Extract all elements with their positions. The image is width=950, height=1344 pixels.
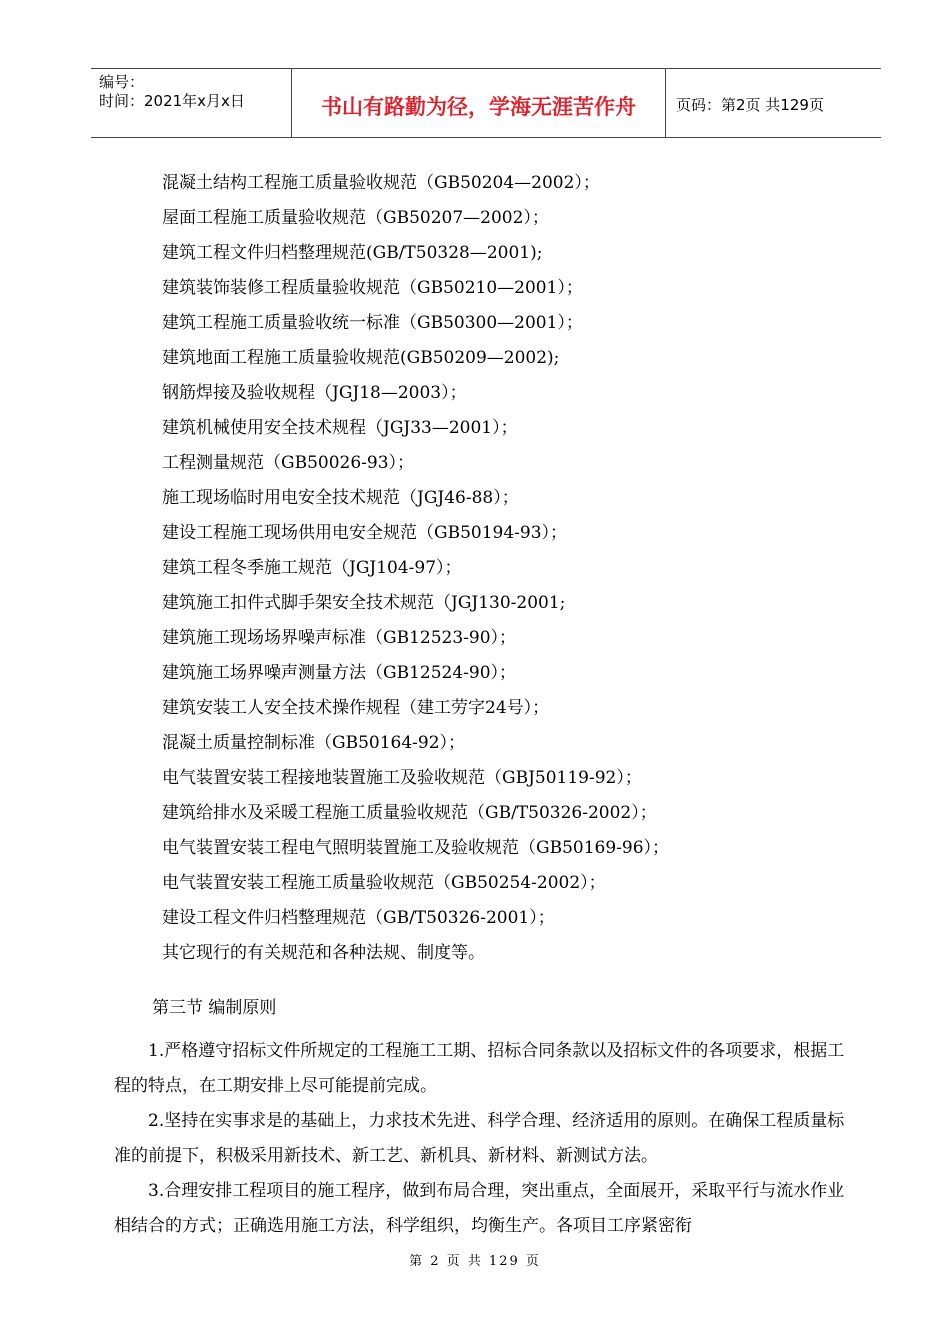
standard-item: 建筑工程文件归档整理规范(GB/T50328—2001); bbox=[162, 243, 543, 263]
standard-item: 建筑工程冬季施工规范（JGJ104-97）； bbox=[162, 558, 462, 578]
standard-item: 建筑机械使用安全技术规程（JGJ33—2001）； bbox=[162, 418, 518, 438]
principle-text: 3.合理安排工程项目的施工程序，做到布局合理，突出重点，全面展开，采取平行与流水作业相结合的方式；正确选用施工方法，科学组织，均衡生产。各项目工序紧密衔 bbox=[114, 1181, 845, 1236]
standard-item: 电气装置安装工程接地装置施工及验收规范（GBJ50119-92）； bbox=[162, 768, 642, 788]
standard-item: 建筑施工场界噪声测量方法（GB12524-90）； bbox=[162, 663, 517, 683]
page-header bbox=[91, 68, 881, 138]
standard-item: 屋面工程施工质量验收规范（GB50207—2002）； bbox=[162, 208, 549, 228]
principle-paragraph bbox=[114, 1104, 860, 1174]
standard-item: 钢筋焊接及验收规程（JGJ18—2003）； bbox=[162, 383, 467, 403]
principle-text: 2.坚持在实事求是的基础上，力求技术先进、科学合理、经济适用的原则。在确保工程质量标准的前提下，积极采用新技术、新工艺、新机具、新材料、新测试方法。 bbox=[114, 1111, 845, 1166]
page-info: 页码：第2页 共129页 bbox=[676, 96, 824, 114]
standard-item: 建筑地面工程施工质量验收规范(GB50209—2002); bbox=[162, 348, 560, 368]
header-page-cell bbox=[666, 69, 881, 137]
time-label: 时间：2021年x月x日 bbox=[99, 92, 245, 110]
principle-paragraph bbox=[114, 1034, 860, 1104]
standard-item: 建筑施工现场场界噪声标准（GB12523-90）； bbox=[162, 628, 517, 648]
standard-item: 混凝土结构工程施工质量验收规范（GB50204—2002）； bbox=[162, 173, 600, 193]
standard-item: 建筑安装工人安全技术操作规程（建工劳字24号）； bbox=[162, 698, 550, 718]
header-meta-cell bbox=[91, 69, 292, 137]
standard-item: 电气装置安装工程施工质量验收规范（GB50254-2002）； bbox=[162, 873, 606, 893]
page-footer: 第 2 页 共 129 页 bbox=[409, 1254, 541, 1269]
standard-item: 其它现行的有关规范和各种法规、制度等。 bbox=[162, 943, 485, 963]
standard-item: 建筑工程施工质量验收统一标准（GB50300—2001）； bbox=[162, 313, 583, 333]
standard-item: 建筑施工扣件式脚手架安全技术规范（JGJ130-2001; bbox=[162, 593, 566, 613]
standard-item: 工程测量规范（GB50026-93）； bbox=[162, 453, 415, 473]
principle-paragraph bbox=[114, 1174, 860, 1244]
standard-item: 建设工程施工现场供用电安全规范（GB50194-93）； bbox=[162, 523, 568, 543]
header-motto-cell bbox=[292, 69, 666, 137]
standard-item: 建筑装饰装修工程质量验收规范（GB50210—2001）； bbox=[162, 278, 583, 298]
standard-item: 建设工程文件归档整理规范（GB/T50326-2001）； bbox=[162, 908, 555, 928]
standard-item: 施工现场临时用电安全技术规范（JGJ46-88）； bbox=[162, 488, 519, 508]
standard-item: 电气装置安装工程电气照明装置施工及验收规范（GB50169-96）； bbox=[162, 838, 670, 858]
serial-label: 编号： bbox=[99, 73, 145, 91]
standard-item: 建筑给排水及采暖工程施工质量验收规范（GB/T50326-2002）； bbox=[162, 803, 657, 823]
section-title: 第三节 编制原则 bbox=[152, 998, 277, 1018]
motto: 书山有路勤为径，学海无涯苦作舟 bbox=[321, 95, 636, 119]
standard-item: 混凝土质量控制标准（GB50164-92）； bbox=[162, 733, 466, 753]
principle-text: 1.严格遵守招标文件所规定的工程施工工期、招标合同条款以及招标文件的各项要求，根据工程的特点，在工期安排上尽可能提前完成。 bbox=[114, 1041, 845, 1096]
